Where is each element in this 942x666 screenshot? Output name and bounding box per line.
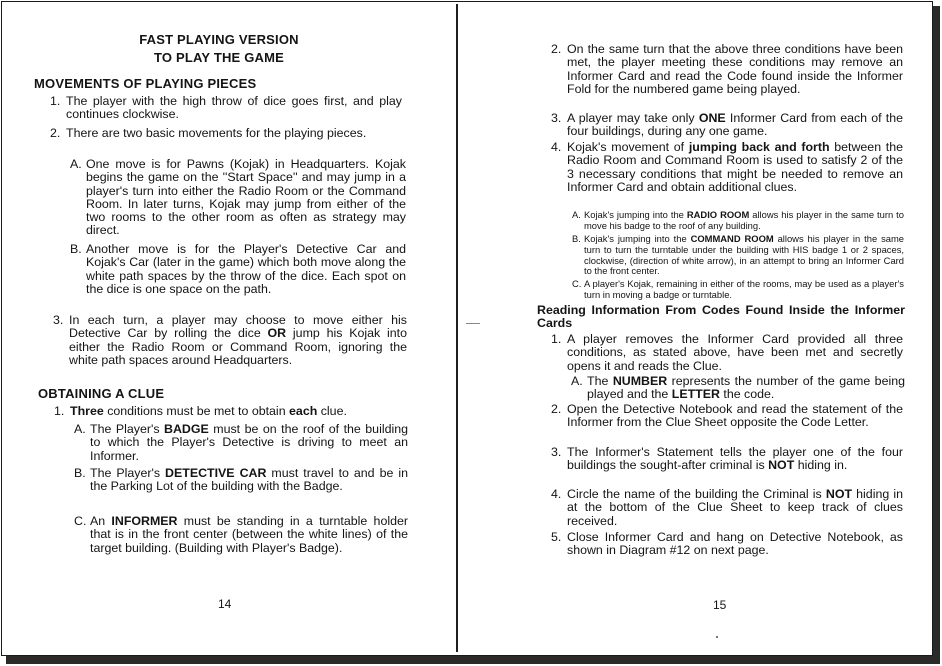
section-heading-clue: OBTAINING A CLUE	[38, 386, 165, 401]
center-fold-line	[456, 4, 458, 652]
list-item: 1. A player removes the Informer Card provided all three conditions, as stated above, have been met and secretly opens it and reads the Clue.	[551, 332, 903, 373]
list-item: C. An INFORMER must be standing in a turntable holder that is in the front center (between the white lines) of the target building. (Building with Player's Badge).	[74, 514, 408, 555]
list-item: B. The Player's DETECTIVE CAR must travel to and be in the Parking Lot of the building with the Badge.	[74, 466, 408, 494]
list-item: 2. There are two basic movements for the playing pieces.	[50, 126, 367, 140]
list-item: 1. The player with the high throw of dice goes first, and play continues clockwise.	[50, 94, 402, 122]
list-item: 1. Three conditions must be met to obtain each clue.	[54, 404, 347, 418]
list-item: 2. Open the Detective Notebook and read the statement of the Informer from the Clue Sheet opposite the Code Letter.	[551, 402, 903, 430]
section-heading-reading: Reading Information From Codes Found Inside the Informer Cards	[537, 303, 905, 331]
frame-shadow-bottom	[6, 656, 940, 664]
page-number: 15	[713, 598, 727, 612]
list-item: A. The NUMBER represents the number of the game being played and the LETTER the code.	[571, 374, 906, 402]
list-item: B. Kojak's jumping into the COMMAND ROOM allows his player in the same turn to turn the turntable under the building with HIS badge 1 or 2 spaces, clockwise, (direction of white arrow), in an attempt to bring an Informer Card to the front center.	[572, 233, 905, 277]
print-speck	[716, 636, 718, 638]
list-item: 2. On the same turn that the above three conditions have been met, the player meeting these conditions may remove an Informer Card and read the Code found inside the Informer Fold for the numbered game being played.	[551, 42, 903, 96]
list-item: 3. A player may take only ONE Informer Card from each of the four buildings, during any one game.	[551, 111, 903, 139]
list-item: 3. In each turn, a player may choose to move either his Detective Car by rolling the dice OR jump his Kojak into either the Radio Room or Command Room, ignoring the white path spaces around Headquarters.	[53, 313, 407, 367]
frame-shadow-right	[933, 6, 940, 662]
list-item: 4. Kojak's movement of jumping back and forth between the Radio Room and Command Room is used to satisfy 2 of the 3 necessary conditions that might be needed to remove an Informer Card and obtain additional clues.	[551, 140, 903, 194]
list-item: 5. Close Informer Card and hang on Detective Notebook, as shown in Diagram #12 on next page.	[551, 530, 903, 558]
gutter-mark	[466, 323, 480, 324]
list-item: 4. Circle the name of the building the Criminal is NOT hiding in at the bottom of the Clue Sheet to keep track of clues received.	[551, 487, 903, 528]
list-item: C. A player's Kojak, remaining in either of the rooms, may be used as a player's turn in moving a badge or turntable.	[572, 278, 904, 300]
page-title-line2: TO PLAY THE GAME	[153, 50, 285, 65]
list-item: A. One move is for Pawns (Kojak) in Headquarters. Kojak begins the game on the ''Start Space'' and may jump in a player's turn into either the Radio Room or the Command Room. In later turns, Kojak may jump from either of the two rooms to the other room as often as strategy may direct.	[70, 157, 406, 238]
page-title-line1: FAST PLAYING VERSION	[139, 32, 299, 47]
list-item: 3. The Informer's Statement tells the player one of the four buildings the sought-after criminal is NOT hiding in.	[551, 445, 903, 473]
list-item: A. Kojak's jumping into the RADIO ROOM allows his player in the same turn to move his badge to the roof of any building.	[572, 209, 905, 231]
list-item: B. Another move is for the Player's Detective Car and Kojak's Car (later in the game) which both move along the white path spaces by the throw of the dice. Each spot on the dice is one space on the path.	[70, 242, 406, 296]
page-number: 14	[218, 597, 232, 611]
section-heading-movements: MOVEMENTS OF PLAYING PIECES	[34, 76, 257, 91]
list-item: A. The Player's BADGE must be on the roof of the building to which the Player's Detective is driving to meet an Informer.	[74, 422, 408, 463]
